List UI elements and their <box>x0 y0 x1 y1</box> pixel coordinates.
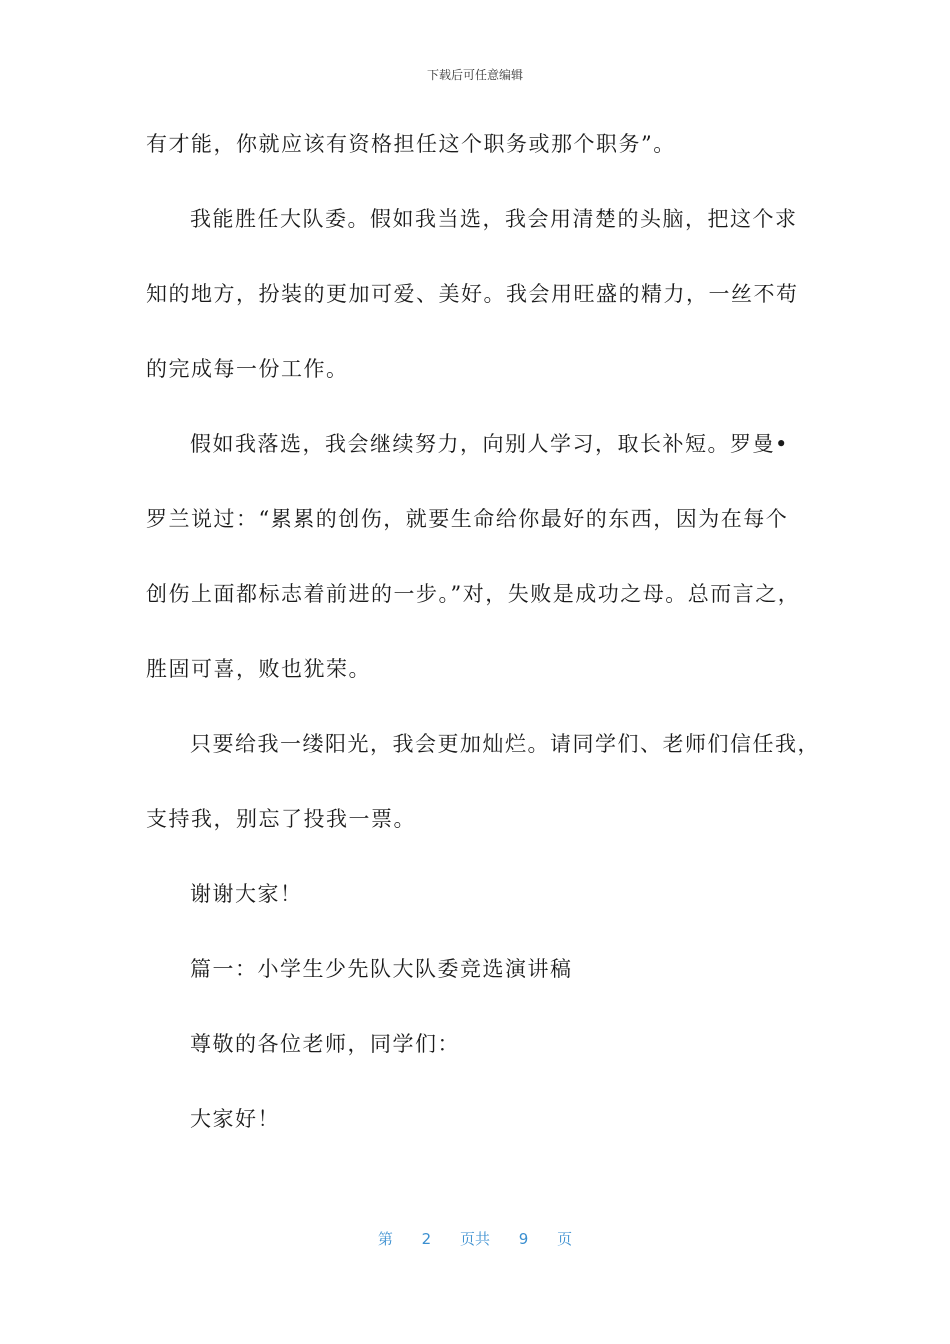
text-line: 我能胜任大队委。假如我当选，我会用清楚的头脑，把这个求 <box>190 207 798 231</box>
current-page-number: 2 <box>421 1230 432 1248</box>
text-line: 假如我落选，我会继续努力，向别人学习，取长补短。罗曼• <box>190 432 789 456</box>
page-footer <box>0 1228 950 1249</box>
text-line: 胜固可喜，败也犹荣。 <box>146 657 371 681</box>
text-line: 的完成每一份工作。 <box>146 357 349 381</box>
text-line: 谢谢大家！ <box>190 882 303 906</box>
text-line: 创伤上面都标志着前进的一步。”对，失败是成功之母。总而言之， <box>146 582 801 606</box>
text-line: 知的地方，扮装的更加可爱、美好。我会用旺盛的精力，一丝不苟 <box>146 282 799 306</box>
text-line: 大家好！ <box>190 1107 280 1131</box>
section-heading: 篇一：小学生少先队大队委竞选演讲稿 <box>190 957 573 981</box>
total-page-count: 9 <box>518 1230 529 1248</box>
footer-middle: 页共 <box>459 1230 490 1248</box>
footer-suffix: 页 <box>557 1230 573 1248</box>
page-header: 下载后可任意编辑 <box>426 68 523 82</box>
text-line: 支持我，别忘了投我一票。 <box>146 807 416 831</box>
text-line: 罗兰说过：“累累的创伤，就要生命给你最好的东西，因为在每个 <box>146 507 789 531</box>
footer-prefix: 第 <box>377 1230 393 1248</box>
text-line: 有才能，你就应该有资格担任这个职务或那个职务”。 <box>146 132 676 156</box>
text-line: 只要给我一缕阳光，我会更加灿烂。请同学们、老师们信任我， <box>190 732 820 756</box>
text-line: 尊敬的各位老师，同学们： <box>190 1032 460 1056</box>
